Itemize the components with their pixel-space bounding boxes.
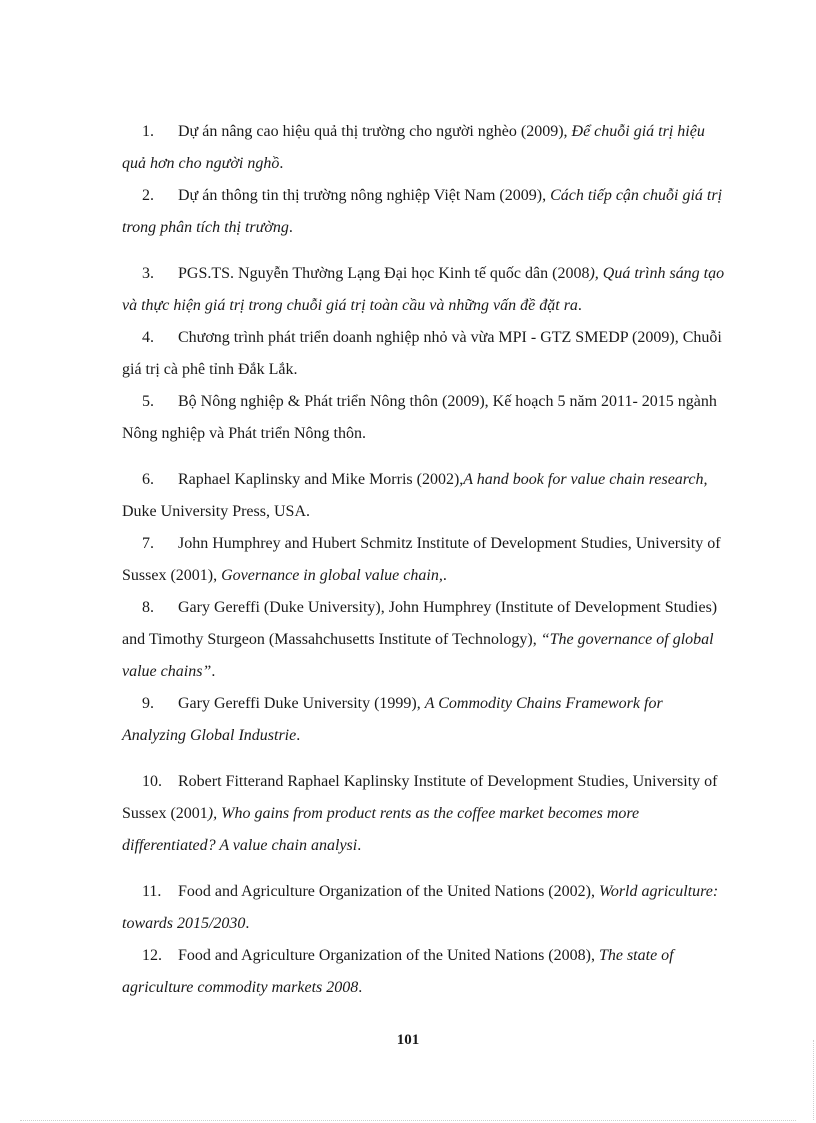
- reference-text: Gary Gereffi (Duke University), John Humphrey (Institute of Development Studies) and Timothy Sturgeon (Massahchusetts Institute of Technology),: [122, 599, 718, 648]
- reference-text: PGS.TS. Nguyễn Thường Lạng Đại học Kinh tế quốc dân (2008: [178, 265, 590, 282]
- reference-item: [122, 688, 726, 752]
- reference-number: 7.: [142, 535, 154, 552]
- reference-item: [122, 940, 726, 1004]
- reference-title: The state of agriculture commodity markets 2008: [122, 947, 674, 996]
- reference-text: Food and Agriculture Organization of the United Nations (2002),: [178, 883, 599, 900]
- reference-title: ), Who gains from product rents as the coffee market becomes more differentiated? A value chain analysi: [122, 805, 640, 854]
- reference-text: Robert Fitterand Raphael Kaplinsky Institute of Development Studies, University of Sussex (2001: [122, 773, 718, 822]
- reference-text: Raphael Kaplinsky and Mike Morris (2002),: [178, 471, 464, 488]
- reference-title: Cách tiếp cận chuỗi giá trị trong phân tích thị trường: [122, 187, 723, 236]
- reference-number: 11.: [142, 883, 162, 900]
- reference-item: [122, 258, 726, 322]
- reference-number: 6.: [142, 471, 154, 488]
- reference-tail: .: [357, 837, 362, 854]
- reference-text: Gary Gereffi Duke University (1999),: [178, 695, 425, 712]
- reference-tail: .: [211, 663, 216, 680]
- reference-item: [122, 766, 726, 862]
- reference-number: 5.: [142, 393, 154, 410]
- reference-item: [122, 180, 726, 244]
- reference-number: 10.: [142, 773, 162, 790]
- reference-title: ), Quá trình sáng tạo và thực hiện giá trị trong chuỗi giá trị toàn cầu và những vấn đề đặt ra: [122, 265, 725, 314]
- reference-text: Dự án thông tin thị trường nông nghiệp Việt Nam (2009),: [178, 187, 551, 204]
- reference-item: [122, 464, 726, 528]
- reference-text: Food and Agriculture Organization of the United Nations (2008),: [178, 947, 599, 964]
- page-border-right: [813, 1040, 814, 1120]
- reference-tail: .: [577, 297, 582, 314]
- reference-item: [122, 528, 726, 592]
- reference-item: [122, 876, 726, 940]
- reference-list: [122, 116, 726, 1004]
- reference-tail: .: [279, 155, 284, 172]
- reference-number: 1.: [142, 123, 154, 140]
- reference-title: A Commodity Chains Framework for Analyzing Global Industrie: [122, 695, 663, 744]
- reference-number: 4.: [142, 329, 154, 346]
- reference-text: Bộ Nông nghiệp & Phát triển Nông thôn (2009), Kế hoạch 5 năm 2011- 2015 ngành Nông nghiệp và Phát triển Nông thôn.: [122, 393, 717, 442]
- page-border-bottom: [20, 1120, 796, 1121]
- reference-tail: .: [358, 979, 363, 996]
- reference-number: 8.: [142, 599, 154, 616]
- reference-title: Governance in global value chain,: [221, 567, 443, 584]
- reference-title: World agriculture: towards 2015/2030: [122, 883, 719, 932]
- reference-item: [122, 322, 726, 386]
- reference-text: John Humphrey and Hubert Schmitz Institute of Development Studies, University of Sussex (2001),: [122, 535, 721, 584]
- reference-tail: .: [296, 727, 301, 744]
- reference-tail: .: [288, 219, 293, 236]
- page-number: 101: [396, 1032, 420, 1048]
- reference-number: 3.: [142, 265, 154, 282]
- reference-title: A hand book for value chain research,: [463, 471, 708, 488]
- reference-item: [122, 116, 726, 180]
- reference-number: 12.: [142, 947, 162, 964]
- reference-title: “The governance of global value chains”: [122, 631, 714, 680]
- reference-tail: Duke University Press, USA.: [122, 503, 310, 520]
- reference-number: 9.: [142, 695, 154, 712]
- reference-tail: .: [245, 915, 250, 932]
- reference-tail: .: [442, 567, 447, 584]
- reference-item: [122, 386, 726, 450]
- reference-number: 2.: [142, 187, 154, 204]
- reference-item: [122, 592, 726, 688]
- reference-text: Dự án nâng cao hiệu quả thị trường cho người nghèo (2009),: [178, 123, 572, 140]
- reference-title: Để chuỗi giá trị hiệu quả hơn cho người nghồ: [122, 123, 705, 172]
- reference-text: Chương trình phát triển doanh nghiệp nhỏ và vừa MPI - GTZ SMEDP (2009), Chuỗi giá trị cà phê tỉnh Đắk Lắk.: [122, 329, 722, 378]
